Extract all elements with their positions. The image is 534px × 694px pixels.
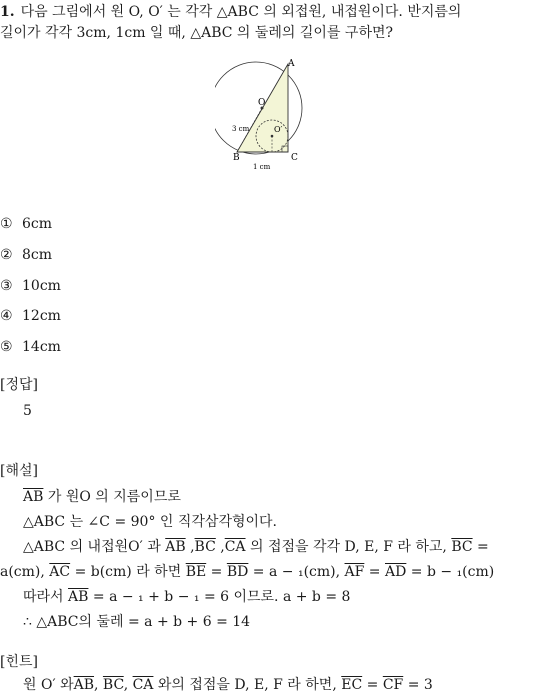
explanation-text: , <box>215 539 225 555</box>
question-number: 1. <box>0 4 15 20</box>
segment-ad: $\overline{AD}$ <box>385 564 407 580</box>
circle-triangle-diagram <box>215 58 315 174</box>
explanation-text: = <box>206 564 227 580</box>
explanation-line-4 <box>0 563 494 581</box>
choice-text-3: 10cm <box>22 278 61 294</box>
label-c: C <box>291 153 298 163</box>
segment-ab: $\overline{AB}$ <box>68 589 89 605</box>
explanation-line-2: △ABC 는 ∠C = 90° 인 직각삼각형이다. <box>23 514 277 530</box>
explanation-text: = b(cm) 라 하면 <box>70 564 186 580</box>
explanation-text: = b − ₁(cm) <box>406 564 495 580</box>
choice-5[interactable] <box>0 338 61 356</box>
choice-mark-2: ② <box>0 247 13 263</box>
choice-mark-3: ③ <box>0 278 13 294</box>
explanation-line-6: ∴ △ABC의 둘레 = a + b + 6 = 14 <box>23 614 251 630</box>
choice-mark-1: ① <box>0 216 13 232</box>
segment-ab: $\overline{AB}$ <box>23 489 44 505</box>
hint-text: 원 O′ 와 <box>23 677 74 693</box>
center-o-prime <box>271 135 274 138</box>
hint-text: = <box>362 677 383 693</box>
segment-af: $\overline{AF}$ <box>344 564 365 580</box>
hint-text: 와의 접점을 D, E, F 라 하면, <box>153 677 342 693</box>
segment-ab: $\overline{AB}$ <box>73 677 95 693</box>
explanation-line-1 <box>23 488 181 506</box>
choice-text-4: 12cm <box>22 308 61 324</box>
choice-mark-4: ④ <box>0 308 13 324</box>
answer-heading: [정답] <box>0 377 38 393</box>
choice-text-1: 6cm <box>22 216 53 232</box>
hint-heading: [힌트] <box>0 654 38 670</box>
explanation-text: △ABC 의 내접원O′ 과 <box>23 539 166 555</box>
explanation-text: = a − ₁ + b − ₁ = 6 이므로. a + b = 8 <box>88 589 351 605</box>
explanation-line-5 <box>23 588 350 606</box>
segment-bc: $\overline{BC}$ <box>194 539 216 555</box>
hint-text: = 3 <box>403 677 433 693</box>
explanation-text: = <box>472 539 489 555</box>
explanation-text: , <box>185 539 195 555</box>
explanation-heading: [해설] <box>0 463 38 479</box>
geometry-figure <box>215 58 315 174</box>
explanation-text: 의 접점을 각각 D, E, F 라 하고, <box>245 539 452 555</box>
explanation-text: 따라서 <box>23 589 69 605</box>
label-1cm: 1 cm <box>253 163 271 171</box>
label-o-prime: O′ <box>274 125 283 134</box>
hint-text: , <box>94 677 103 693</box>
hint-text: , <box>123 677 133 693</box>
explanation-text: 가 원O 의 지름이므로 <box>43 489 181 505</box>
choice-3[interactable] <box>0 277 61 295</box>
segment-ab: $\overline{AB}$ <box>165 539 186 555</box>
explanation-text: = a − ₁(cm), <box>248 564 345 580</box>
choice-4[interactable] <box>0 307 61 325</box>
explanation-line-3 <box>23 538 489 556</box>
choice-1[interactable] <box>0 215 52 233</box>
segment-bd: $\overline{BD}$ <box>226 564 249 580</box>
segment-bc: $\overline{BC}$ <box>102 677 124 693</box>
choice-text-2: 8cm <box>22 247 53 263</box>
question-line-1 <box>0 3 461 21</box>
segment-ca: $\overline{CA}$ <box>224 539 246 555</box>
label-b: B <box>233 153 240 163</box>
segment-bc: $\overline{BC}$ <box>451 539 473 555</box>
segment-ca: $\overline{CA}$ <box>132 677 154 693</box>
choice-2[interactable] <box>0 246 52 264</box>
hint-line <box>23 676 433 694</box>
label-o: O <box>258 98 266 108</box>
answer-value: 5 <box>23 403 32 419</box>
segment-be: $\overline{BE}$ <box>185 564 207 580</box>
explanation-text: = <box>364 564 385 580</box>
question-text-1: 다음 그림에서 원 O, O′ 는 각각 △ABC 의 외접원, 내접원이다. 반지름의 <box>20 4 462 20</box>
label-3cm: 3 cm <box>232 125 250 133</box>
choice-mark-5: ⑤ <box>0 339 13 355</box>
choice-text-5: 14cm <box>22 339 61 355</box>
question-line-2: 길이가 각각 3cm, 1cm 일 때, △ABC 의 둘레의 길이를 구하면? <box>0 25 393 41</box>
segment-ec: $\overline{EC}$ <box>341 677 363 693</box>
explanation-text: a(cm), <box>0 564 50 580</box>
segment-ac: $\overline{AC}$ <box>49 564 71 580</box>
segment-cf: $\overline{CF}$ <box>382 677 404 693</box>
label-a: A <box>288 59 295 69</box>
